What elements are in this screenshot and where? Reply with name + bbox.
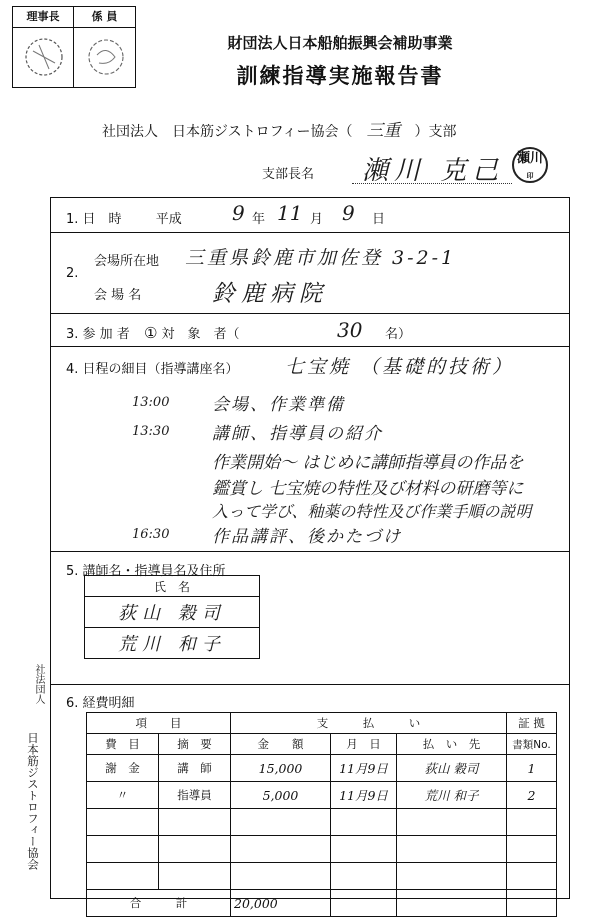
expense-table: [86, 712, 557, 917]
schedule-time: 13:00: [132, 395, 170, 410]
schedule-time: 13:30: [132, 424, 170, 439]
branch-head-name: 瀬川 克己: [362, 156, 505, 186]
item-type-header: 費 目: [87, 734, 159, 755]
report-title: 訓練指導実施報告書: [236, 64, 444, 88]
venue-address: 三重県鈴鹿市加佐登 3-2-1: [185, 247, 457, 269]
instructor-label: 講師名・指導員名及住所: [82, 564, 226, 579]
table-row: [87, 836, 557, 863]
schedule-header: 4. 日程の細目（指導講座名）: [66, 362, 239, 377]
foundation-title: 財団法人日本船舶振興会補助事業: [227, 34, 453, 52]
date-section: 1. 日 時 平成: [66, 212, 182, 227]
name-header: 氏 名: [85, 576, 260, 597]
payee-header: 払 い 先: [397, 734, 507, 755]
participants-label: 参 加 者: [82, 327, 130, 342]
venue-address-label: 会場所在地: [94, 254, 160, 269]
proof-no-header: 書類No.: [507, 734, 557, 755]
side-prefix: 社法団人: [33, 664, 44, 704]
branch-head-label: 支部長名: [262, 167, 315, 182]
total-label: 合 計: [87, 890, 231, 917]
schedule-time: 16:30: [132, 527, 170, 542]
total-row: [87, 890, 557, 917]
schedule-label: 日程の細目（指導講座名）: [82, 362, 239, 377]
instructor-header: 5. 講師名・指導員名及住所: [66, 564, 226, 579]
target-label: 対 象 者（: [161, 327, 240, 342]
table-row: [87, 809, 557, 836]
organization-line: [102, 116, 456, 141]
branch-head-seal: 瀬川印: [512, 147, 548, 183]
organization-suffix: ）支部: [414, 124, 457, 140]
staff-label: 係 員: [74, 7, 135, 28]
participants-line: 3. 参 加 者 ① 対 象 者（: [66, 324, 240, 342]
schedule-text: 作業開始～ はじめに講師指導員の作品を: [212, 453, 524, 473]
side-organization: 日本筋ジストロフィー協会: [26, 732, 40, 870]
staff-seal-mark: [81, 31, 131, 83]
expense-header: 6. 経費明細: [66, 696, 135, 711]
course-name: 七宝焼 （基礎的技術）: [285, 356, 515, 378]
schedule-text: 入って学び、釉薬の特性及び作業手順の説明: [212, 502, 532, 521]
instructor-name: 荻山 穀司: [85, 597, 260, 628]
amount-header: 金 額: [231, 734, 331, 755]
branch-name: 三重: [366, 121, 401, 141]
chief-seal-mark: [19, 31, 69, 83]
summary-header: 摘 要: [159, 734, 231, 755]
chief-label: 理事長: [13, 7, 74, 28]
proof-header: 証 拠: [507, 713, 557, 734]
month-value: 11: [277, 201, 303, 225]
total-amount: 20,000: [231, 890, 331, 917]
approval-stamp-box: [12, 6, 136, 88]
table-row: 〃 指導員 5,000 11月9日 荒川 和子 2: [87, 782, 557, 809]
participant-count: 30: [337, 318, 363, 342]
schedule-text: 会場、作業準備: [212, 395, 345, 415]
year-value: 9: [232, 201, 245, 225]
payment-header: 支 払 い: [231, 713, 507, 734]
era-label: 平成: [155, 212, 182, 227]
venue-name-label: 会 場 名: [94, 288, 142, 303]
venue-section-number: 2.: [66, 266, 79, 281]
schedule-text: 作品講評、後かたづけ: [212, 527, 402, 547]
organization-prefix: 社団法人 日本筋ジストロフィー協会（: [102, 124, 353, 140]
instructor-table: [84, 575, 260, 659]
expense-label: 経費明細: [82, 696, 135, 711]
schedule-text: 鑑賞し 七宝焼の特性及び材料の研磨等に: [212, 479, 524, 499]
date-label: 日 時: [82, 212, 122, 227]
instructor-name: 荒川 和子: [85, 628, 260, 659]
circled-one: ①: [143, 324, 158, 342]
table-row: 謝 金 講 師 15,000 11月9日 荻山 穀司 1: [87, 755, 557, 782]
item-header: 項 目: [87, 713, 231, 734]
date-header: 月 日: [331, 734, 397, 755]
table-row: [87, 863, 557, 890]
venue-name: 鈴鹿病院: [212, 281, 328, 307]
schedule-text: 講師、指導員の紹介: [212, 424, 383, 444]
day-value: 9: [342, 201, 355, 225]
